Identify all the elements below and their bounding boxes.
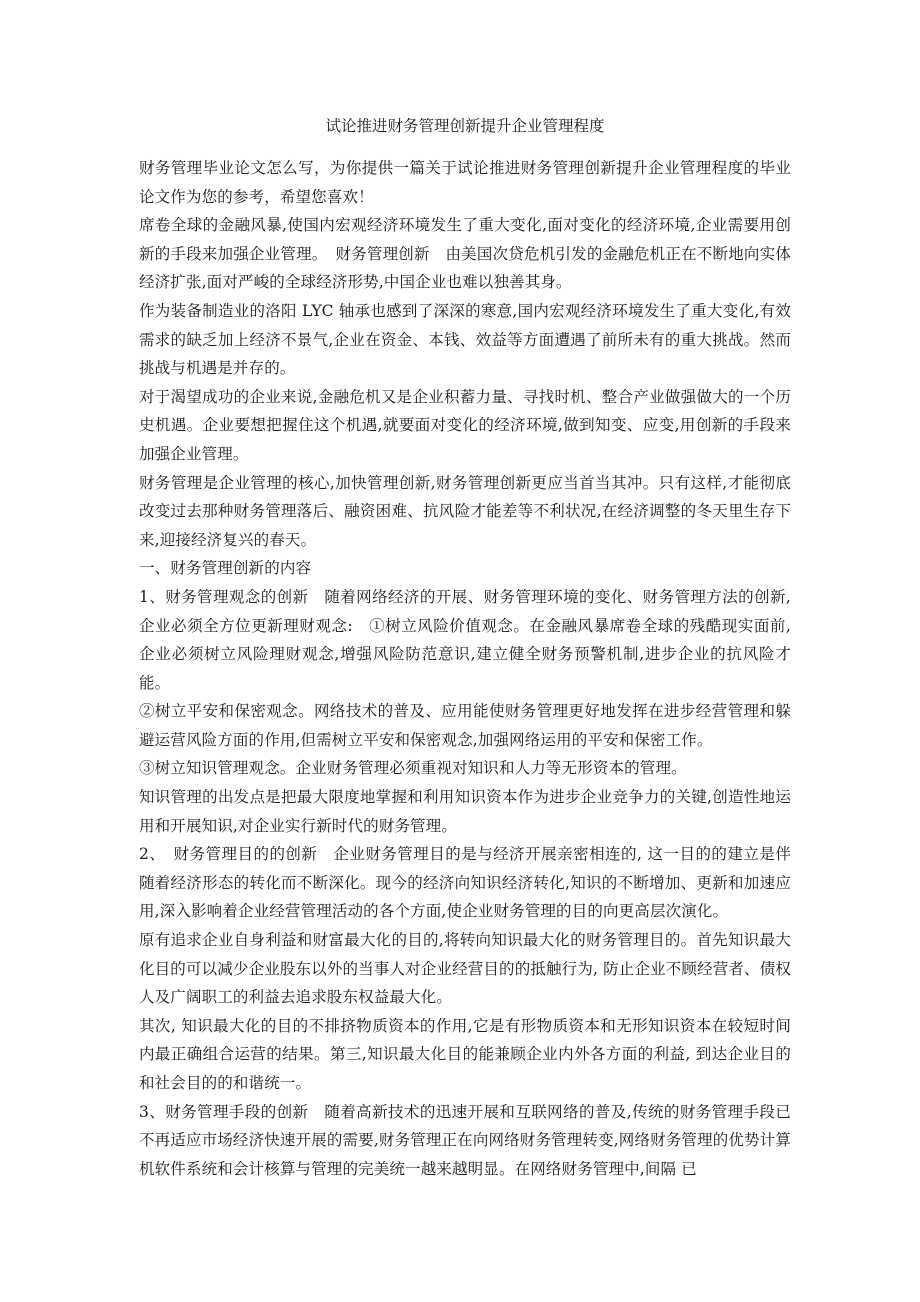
document-page [139, 112, 791, 1183]
body-paragraph: 原有追求企业自身利益和财富最大化的目的,将转向知识最大化的财务管理目的。首先知识最大化目的可以减少企业股东以外的当事人对企业经营目的的抵触行为, 防止企业不顾经营者、债权人及广阔职工的利益去追求股东权益最大化。 [139, 931, 791, 1007]
body-paragraph: 席卷全球的金融风暴,使国内宏观经济环境发生了重大变化,面对变化的经济环境,企业需要用创新的手段来加强企业管理。 财务管理创新 由美国次贷危机引发的金融危机正在不断地向实体经济扩张,面对严峻的全球经济形势,中国企业也难以独善其身。 [139, 216, 791, 292]
document-title: 试论推进财务管理创新提升企业管理程度 [325, 117, 605, 135]
body-paragraph: 3、财务管理手段的创新 随着高新技术的迅速开展和互联网络的普及,传统的财务管理手段已不再适应市场经济快速开展的需要,财务管理正在向网络财务管理转变,网络财务管理的优势计算机软件系统和会计核算与管理的完美统一越来越明显。在网络财务管理中,间隔 已 [139, 1102, 791, 1178]
body-paragraph: ③树立知识管理观念。企业财务管理必须重视对知识和人力等无形资本的管理。 [139, 759, 687, 778]
body-paragraph: 对于渴望成功的企业来说,金融危机又是企业积蓄力量、寻找时机、整合产业做强做大的一个历史机遇。企业要想把握住这个机遇,就要面对变化的经济环境,做到知变、应变,用创新的手段来加强企业管理。 [139, 387, 791, 463]
body-paragraph: 财务管理是企业管理的核心,加快管理创新,财务管理创新更应当首当其冲。只有这样,才能彻底改变过去那种财务管理落后、融资困难、抗风险才能差等不利状况,在经济调整的冬天里生存下来,迎接经济复兴的春天。 [139, 473, 791, 549]
body-paragraph: 其次, 知识最大化的目的不排挤物质资本的作用,它是有形物质资本和无形知识资本在较短时间内最正确组合运营的结果。第三,知识最大化目的能兼顾企业内外各方面的利益, 到达企业目的和社会目的的和谐统一。 [139, 1016, 791, 1092]
section-heading: 一、财务管理创新的内容 [139, 559, 312, 578]
body-paragraph: ②树立平安和保密观念。网络技术的普及、应用能使财务管理更好地发挥在进步经营管理和躲避运营风险方面的作用,但需树立平安和保密观念,加强网络运用的平安和保密工作。 [139, 702, 791, 749]
body-paragraph: 2、 财务管理目的的创新 企业财务管理目的是与经济开展亲密相连的, 这一目的的建立是伴随着经济形态的转化而不断深化。现今的经济向知识经济转化,知识的不断增加、更新和加速应用,深入影响着企业经营管理活动的各个方面,使企业财务管理的目的向更高层次演化。 [139, 845, 791, 921]
body-paragraph: 知识管理的出发点是把最大限度地掌握和利用知识资本作为进步企业竞争力的关键,创造性地运用和开展知识,对企业实行新时代的财务管理。 [139, 788, 791, 835]
body-paragraph: 作为装备制造业的洛阳 LYC 轴承也感到了深深的寒意,国内宏观经济环境发生了重大变化,有效需求的缺乏加上经济不景气,企业在资金、本钱、效益等方面遭遇了前所未有的重大挑战。然而挑战与机遇是并存的。 [139, 301, 791, 378]
intro-paragraph: 财务管理毕业论文怎么写，为你提供一篇关于试论推进财务管理创新提升企业管理程度的毕业论文作为您的参考，希望您喜欢！ [139, 159, 791, 206]
body-paragraph: 1、财务管理观念的创新 随着网络经济的开展、财务管理环境的变化、财务管理方法的创新,企业必须全方位更新理财观念: ①树立风险价值观念。在金融风暴席卷全球的残酷现实面前,企业必须树立风险理财观念,增强风险防范意识,建立健全财务预警机制,进步企业的抗风险才能。 [139, 587, 791, 692]
